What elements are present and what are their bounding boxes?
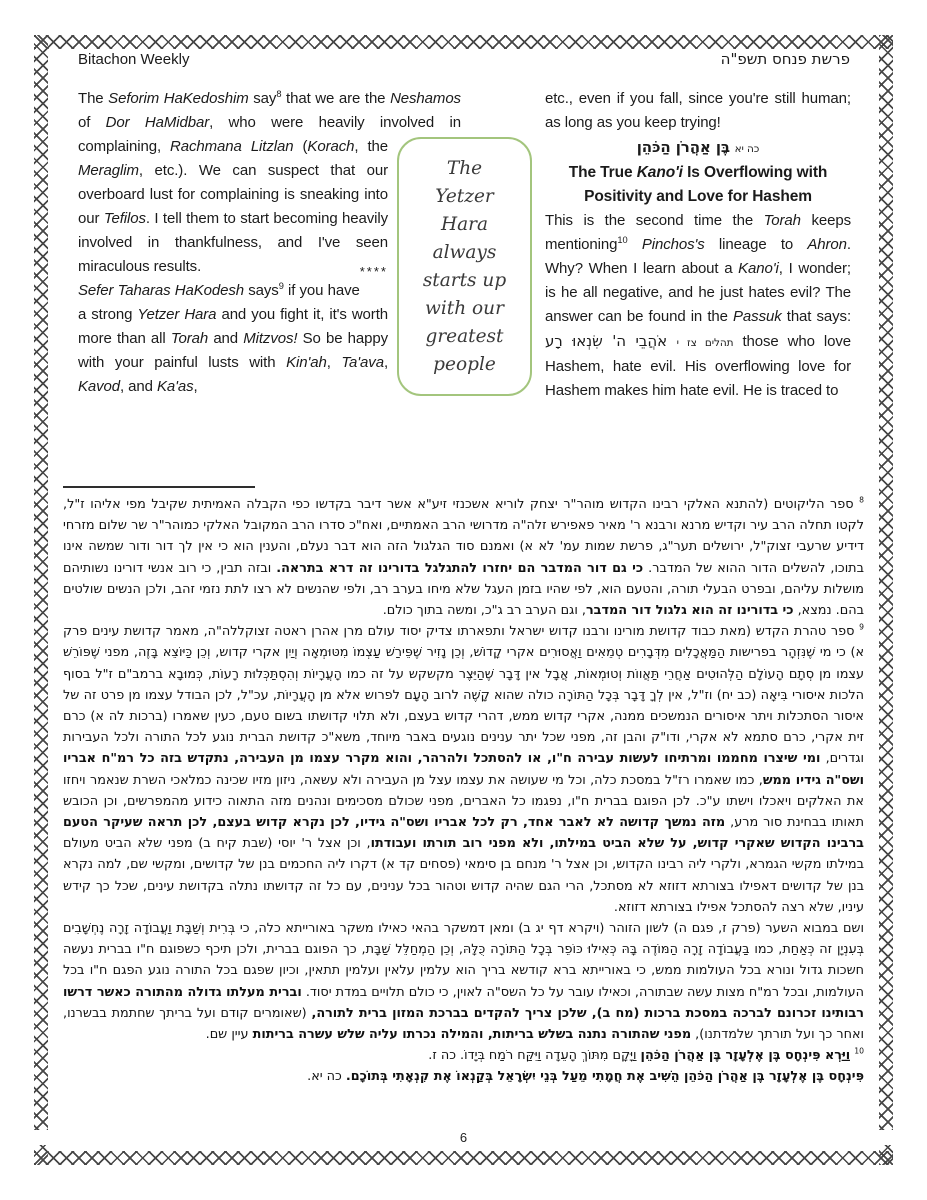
footnote-9: $^9$ ספר טהרת הקדש (מאת כבוד קדושת מורינו ורבנו קדוש ישראל ותפארתו צדיק יסוד עולם מרן אהרן ראטה זצוקללה"ה, מאמר קדושת עינים פרק א) כי מי שֶׁנִּזְהָר בפרישות הַמַּאֲכָלִים מִדְּבָרִים טְמֵאִים וַאֲסוּרִים אקרי קָדוֹשׁ, וְכֵן נָזִיר שֶׁפֵּירַשׁ עַצְמוֹ מִטּוּמְאָה וְיַיִן אקרי קדוש, וְכֵן כַּיּוֹצֵא בָּזֶה, מפני שֶׁפּוֹרֵשׁ עצמו מן סְתָם הָעוֹלָם הַלְּהוּטִים אַחֲרֵי תַּאֲווֹת וְטוּמְאוֹת, אֲבָל אין דָּבָר שֶׁהַיֵּצֶר מקשקש על זה כמו הָעֲרָיוֹת וְהִסְתַּכְּלוּת רָעוֹת, כְּמוּבָא ברמב"ם ז"ל בסוף הלכות איסורי בִּיאָה (כב יח) וז"ל, אין לְךָ דָּבָר בְּכָל הַתּוֹרָה כולה שהוא קָשֶׁה לרוב הָעָם לפרוש אלא מן הָעֲרָיוֹת, עכ"ל, לכן הבודל עצמו מן פרט זה של איסור הסתכלות ויתר איסורים הנמשכים ממנה, אקרי קדוש ממש, דהרי קדוש בעצם, ולא תלוי קדושתו בשום טעם, כעין שאמרו (ברכות לה א) כרם זית אקרי, כרם סתמא לא אקרי, ודו"ק והבן זה, מפני שכל יתר ענינים נוגעים באבר מיוחד, משא"כ קדושת הברית נוגע לכל התורה ולכל העבירות וגדרים, ומי שיצרו מחממו ומרתיחו לעשות עבירה ח"ו, או להסתכל ולהרהר, והוא מקרר עצמו מן העבירה, נתקדש בזה כל רמ"ח אבריו ושס"ה גידיו ממש, כמו שאמרו רז"ל במסכת כלה, וכל מי שעושה את עצמו עצל מן העבירה ולא עשאה, ניזון מזיו שכינה כמלאכי השרת שנאמר ויחזו את האלקים ויאכלו וישתו ע"כ. לכן הפוגם בברית ח"ו, נפגמו כל האברים, מפני שכולם מסכימים ונהנים מזה התאוה כידוע מהמפרשים, וכן הכובש תאותו בבחינת סור מרע, מזה נמשך קדושה לא לאבר אחד, רק לכל אבריו ושס"ה גידיו, לכן נקרא קדוש בעצם, לכן תראה שעיקר הטעם ברבינו הקדוש שאקרי קדוש, על שלא הביט במילתו, ולא מפני רוב תורתו ועבודתו, וכן אצל ר' יוסי (שבת קיח ב) מפני שלא הביט מעולם במילתו מקשי הגמרא, ולקרי ליה רבינו הקדוש, וכן אצל ר' מנחם בן סימאי (פסחים קד א) דקרו ליה החכמים בנן של קדושים, ומקשי שם, למה נקרא בנן של קדושים דאפילו בצורתא דזוזא לא מסתכל, הרי הגם שהיה קדוש וטהור בכל ענינים, עם כל זה קדושתו נתלה בקדושת עינים, שכל כך קידש עיניו, שלא רצה להסתכל אפילו בצורתא דזוזא.	[63, 622, 865, 915]
hebrew-heading-text: בֶּן אַהֲרֹן הַכֹּהֵן	[636, 138, 730, 156]
footnote-separator	[63, 486, 255, 488]
parsha-title: פרשת פנחס תשפ"ה	[720, 50, 850, 68]
pull-quote-text: The Yetzer Hara always starts up with our greatest people	[422, 157, 507, 375]
newsletter-title: Bitachon Weekly	[78, 51, 190, 68]
cross-stitch-border-left	[34, 35, 48, 1165]
page-header	[78, 50, 850, 68]
page-number: 6	[0, 1130, 927, 1145]
footnote-8: $^8$ ספר הליקוטים (להתנא האלקי רבינו הקדוש מוהר"ר יצחק לוריא אשכנזי זיע"א אשר דיבר בקדשו כפי הקבלה האמיתית שקיבל מפי אליהו ז"ל, לקטו תחלה הרב עיר וקדיש מרנא ורבנא ר' מאיר פאפירש זלה"ה מדרושי הרב האמתיים, ואח"כ סדרו הרב המקובל האלקי כמוהר"ר שר שלום מזרחי דידיע שרעבי זצוק"ל, ירושלים תער"ג, פרשת שמות עמ' לא א) ואמנם סוד הגלגול הזה הוא דבר נעלם, והענין הוא כי אין לך דור ודור שמשה אינו בתוכו, להשלים הדור ההוא של המדבר. כי גם דור המדבר הם יחזרו להתגלגל בדורינו זה דרא בתראה. ובזה תבין, כי רוב אנשי דורינו נשותיהם מושלות עליהם, ובפרט הבעלי תורה, והטעם הוא, לפי שהיו בזמן העגל שלא מיחו בערב רב, ולפי שהנשים לא רצו לתת נזמי זהב, ולכן הנשים שולטים בהם. נמצא, כי בדורינו זה הוא גלגול דור המדבר, וגם הערב רב ג"כ, ומשה בתוך כולם.	[63, 495, 864, 619]
footnote-10-line2: פִּינְחָס בֶּן אֶלְעָזָר בֶּן אַהֲרֹן הַכֹּהֵן הֵשִׁיב אֶת חֲמָתִי מֵעַל בְּנֵי יִשְׂרָאֵל בְּקַנְאוֹ אֶת קִנְאָתִי בְּתוֹכָם. כה יא.	[307, 1069, 864, 1085]
cross-stitch-border-right	[879, 35, 893, 1165]
cross-stitch-border-top	[34, 35, 893, 49]
body-paragraph: The Seforim HaKedoshim say$^8$ that we are the Neshamos of Dor HaMidbar, who were heavily involved in complaining, Rachmana Litzlan (Korach, the Meraglim, etc.). We can suspect that our overboard lust for complaining is sneaking into our Tefilos. I tell them to start becoming heavily involved in thankfulness, and I've seen miraculous results. ****	[78, 89, 461, 279]
cross-stitch-border-bottom	[34, 1151, 893, 1165]
body-paragraph: etc., even if you fall, since you're still human; as long as you keep trying!	[545, 90, 851, 131]
footnote-9-continuation: ושם במבוא השער (פרק ז, פגם ה) לשון הזוהר (ויקרא דף יג ב) ומאן דמשקר בהאי כאילו משקר באורייתא כלה, כי בְּרִית וְשַׁבָּת וַעֲבוֹדָה זָרָה נֶחְשָׁבִים בְּעִנְיָן זה כְּאַחַת, כמו בַּעֲבוֹדָה זָרָה הַמּוֹדֶה בָּהּ כְּאִילוּ כּוֹפֵר בְּכָל הַתּוֹרָה כֻּלָּהּ, וְכֵן הַמְחַלֵּל שַׁבָּת, כך הפוגם בברית, ולכן תיכף כשפוגם ח"ו בברית נעשה חשכות גדול ונורא בכל העולמות ממש, כי באורייתא ברא קודשא בריך הוא עלמין עלאין ועלמין תתאין, וכיון שפגם בכל התורה נוגע הפגם ח"ו בכל העולמות, ובכל רמ"ח מצות עשה שבתורה, וכאילו עובר על כל השס"ה לאוין, כי כולם תלויים במדת יסוד. וברית מעלתו גדולה מהתורה כאשר דרשו רבותינו זכרונם לברכה במסכת ברכות (מח ב), שלכן צריך להקדים בברכת המזון ברית לתורה, (שאומרים קודם ועל בריתך שחתמת בבשרנו, ואחר כך ועל תורתך שלמדתנו), מפני שהתורה נתנה בשלש בריתות, והמילה נכרתו עליה שלש עשרה בריתות עיין שם.	[63, 921, 864, 1043]
pasuk-citation: כה יא	[734, 143, 760, 155]
hebrew-section-heading	[545, 135, 851, 161]
body-paragraph: This is the second time the Torah keeps mentioning$^{10}$ Pinchos's lineage to Ahron. Why? When I learn about a Kano'i, I wonder; is he all negative, and he just hates evil? The answer can be found in the Passuk that says: תהלים צז י אֹהֲבֵי ה' שִׂנְאוּ רָע those who love Hashem, hate evil. His overflowing love for Hashem makes him hate evil. He is traced to	[545, 212, 852, 399]
section-heading: The True Kano'i Is Overflowing with Positivity and Love for Hashem	[568, 164, 828, 205]
footnote-10-line1: $^{10}$ וַיַּרְא פִּינְחָס בֶּן אֶלְעָזָר בֶּן אַהֲרֹן הַכֹּהֵן וַיָּקָם מִתּוֹךְ הָעֵדָה וַיִּקַּח רֹמַח בְּיָדוֹ. כה ז.	[428, 1047, 864, 1064]
pull-quote-box	[397, 137, 532, 396]
footnotes-section	[63, 494, 864, 1088]
right-column	[545, 87, 851, 403]
body-paragraph: Sefer Taharas HaKodesh says$^9$ if you have a strong Yetzer Hara and you fight it, it's worth more than all Torah and Mitzvos! So be happy with your painful lusts with Kin'ah, Ta'ava, Kavod, and Ka'as,	[78, 281, 389, 395]
